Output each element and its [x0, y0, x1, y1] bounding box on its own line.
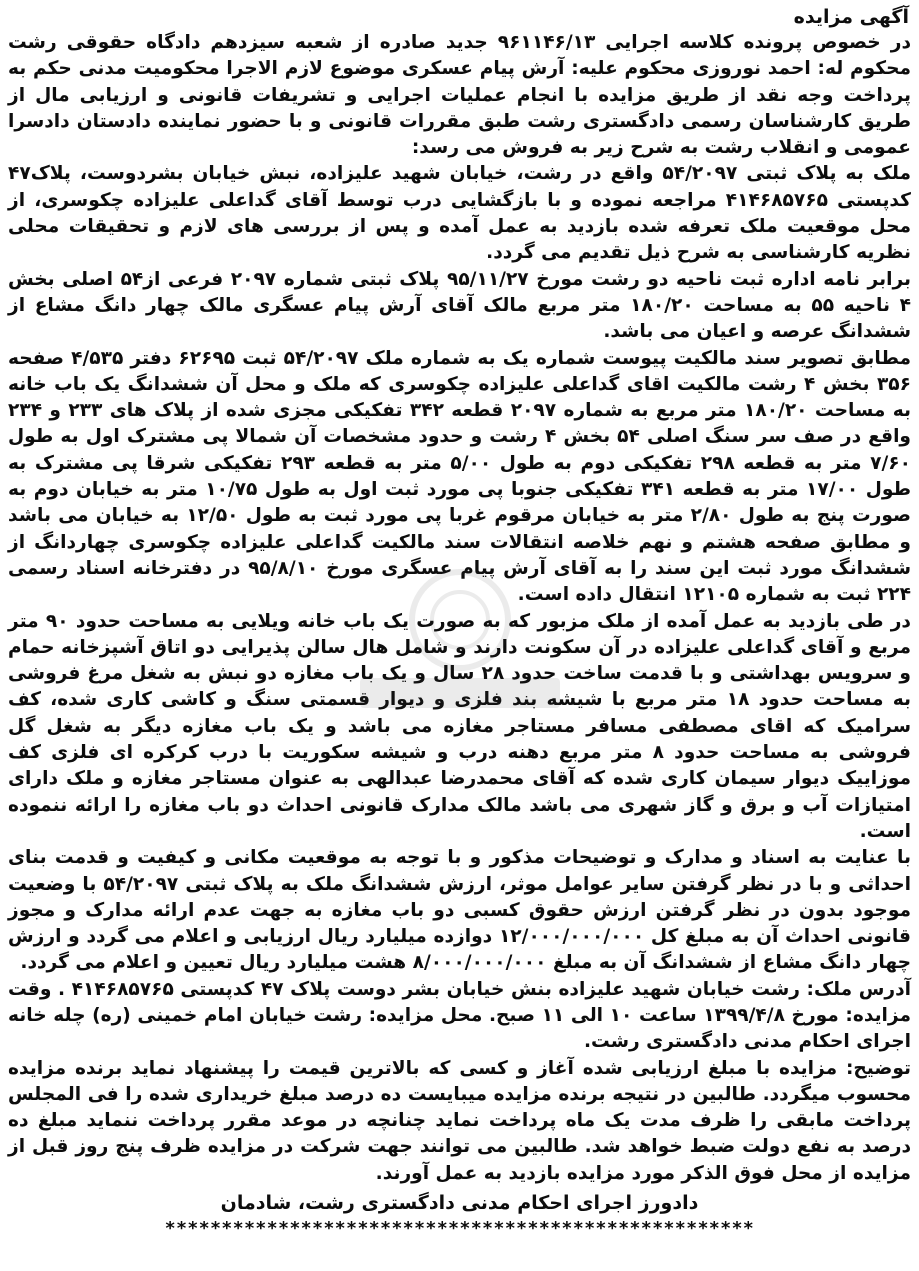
star-separator: **************************************************** — [164, 1218, 755, 1240]
paragraph-explanation: توضیح: مزایده با مبلغ ارزیابی شده آغاز و کسی که بالاترین قیمت را پیشنهاد نماید برنده مزایده محسوب میگردد. طالبین در نتیجه برنده مزایده میبایست ده درصد مبلغ خریداری شده را فی المجلس پرداخت مابقی را ظرف مدت یک ماه پرداخت نماید چنانچه در موعد مقرر پرداخت ننماید مبلغ ده درصد به نفع دولت ضبط خواهد شد. طالبین می توانند جهت شرکت در مزایده ظرف پنج روز قبل از مزایده از محل فوق الذکر مورد مزایده بازدید به عمل آورند. — [8, 1057, 911, 1184]
signature-line: دادورز اجرای احکام مدنی دادگستری رشت، شادمان — [220, 1192, 699, 1215]
paragraph-deed-details: مطابق تصویر سند مالکیت پیوست شماره یک به شماره ملک ۵۴/۲۰۹۷ ثبت ۶۲۶۹۵ دفتر ۴/۵۳۵ صفحه ۳۵۶ بخش ۴ رشت مالکیت اقای گداعلی علیزاده چکوسری که ملک و محل آن ششدانگ یک باب خانه به مساحت ۱۸۰/۲۰ متر مربع به شماره ۲۰۹۷ قطعه ۳۴۲ تفکیکی مجزی شده از پلاک های ۲۳۳ و ۲۳۴ واقع در صف سر سنگ اصلی ۵۴ بخش ۴ رشت و حدود مشخصات آن شمالا پی مشترک اول به طول ۷/۶۰ متر به قطعه ۲۹۸ تفکیکی دوم به طول ۵/۰۰ متر به قطعه ۲۹۳ تفکیکی شرقا پی مشترک به طول ۱۷/۰۰ متر به قطعه ۳۴۱ تفکیکی جنوبا پی مورد ثبت اول به طول ۱۰/۷۵ متر به خیابان دوم به صورت پنج به طول ۲/۸۰ متر به خیابان مرقوم غربا پی مورد ثبت به طول ۱۲/۵۰ به خیابان می باشد و مطابق صفحه هشتم و نهم خلاصه انتقالات سند مالکیت گداعلی علیزاده چکوسری چهاردانگ از ششدانگ مورد ثبت این سند را به آقای آرش پیام عسگری مورخ ۹۵/۸/۱۰ در دفترخانه اسناد رسمی ۲۲۴ ثبت به شماره ۱۲۱۰۵ انتقال داده است. — [8, 347, 912, 606]
paragraph-registry-letter: برابر نامه اداره ثبت ناحیه دو رشت مورخ ۹۵/۱۱/۲۷ پلاک ثبتی شماره ۲۰۹۷ فرعی از۵۴ اصلی بخش ۴ ناحیه ۵۵ به مساحت ۱۸۰/۲۰ متر مربع مالک آقای آرش پیام عسگری مالک چهار دانگ مشاع از ششدانگ عرصه و اعیان می باشد. — [8, 268, 911, 343]
paragraph-case-intro: در خصوص پرونده کلاسه اجرایی ۹۶۱۱۴۶/۱۳ جدید صادره از شعبه سیزدهم دادگاه حقوقی رشت محکوم له: احمد نوروزی محکوم علیه: آرش پیام عسکری موضوع لازم الاجرا محکومیت مدنی حکم به پرداخت وجه نقد از طریق مزایده با انجام عملیات اجرایی و تشریفات قانونی و ارزیابی مال از طریق کارشناسان رسمی دادگستری رشت طبق مقررات قانونی و با حضور نماینده دادستان دادسرا عمومی و انقلاب رشت به شرح زیر به فروش می رسد: — [8, 32, 911, 159]
paragraph-property-visit: ملک به پلاک ثبتی ۵۴/۲۰۹۷ واقع در رشت، خیابان شهید علیزاده، نبش خیابان بشردوست، پلاک۴۷ کدپستی ۴۱۴۶۸۵۷۶۵ مراجعه نموده و با بازگشایی درب توسط آقای گداعلی علیزاده چکوسری، از محل موقعیت ملک تعرفه شده بازدید به عمل آمده و پس از بررسی های لازم و تحقیقات محلی نظریه کارشناسی به شرح ذیل تقدیم می گردد. — [8, 163, 911, 264]
notice-body — [8, 30, 911, 1187]
paragraph-address-time: آدرس ملک: رشت خیابان شهید علیزاده بنش خیابان بشر دوست پلاک ۴۷ کدپستی ۴۱۴۶۸۵۷۶۵ . وقت مزایده: مورخ ۱۳۹۹/۴/۸ ساعت ۱۰ الی ۱۱ صبح. محل مزایده: رشت خیابان امام خمینی (ره) چله خانه اجرای احکام مدنی دادگستری رشت. — [8, 978, 912, 1053]
notice-title: آگهی مزایده — [793, 6, 909, 28]
paragraph-inspection: در طی بازدید به عمل آمده از ملک مزبور که به صورت یک باب خانه ویلایی به مساحت حدود ۹۰ متر مربع و آقای گداعلی علیزاده در آن سکونت دارند و شامل هال سالن پذیرایی دو اتاق آشپزخانه حمام و سرویس بهداشتی و با قدمت ساخت حدود ۲۸ سال و یک باب مغازه دو نبش به شغل مرغ فروشی به مساحت حدود ۱۸ متر مربع با شیشه بند فلزی و دیوار قسمتی سنگ و کاشی کاری شده، کف سرامیک که اقای مصطفی مسافر مستاجر مغازه می باشد و یک باب مغازه دیگر به شغل گل فروشی به مساحت حدود ۸ متر مربع دهنه درب و شیشه سکوریت با درب کرکره ای فلزی کف موزاییک دیوار سیمان کاری شده که آقای محمدرضا عبدالهی به عنوان مستاجر مغازه و ملک دارای امتیازات آب و برق و گاز شهری می باشد مالک مدارک قانونی احداث دو باب مغازه را ارائه ننموده است. — [8, 610, 911, 842]
paragraph-valuation: با عنایت به اسناد و مدارک و توضیحات مذکور و با توجه به موقعیت مکانی و کیفیت و قدمت بنای احداثی و با در نظر گرفتن سایر عوامل موثر، ارزش ششدانگ ملک به پلاک ثبتی ۵۴/۲۰۹۷ با وضعیت موجود بدون در نظر گرفتن ارزش حقوق کسبی دو باب مغازه به جهت عدم ارائه مدارک و مجوز قانونی احداث آن به مبلغ کل ۱۲/۰۰۰/۰۰۰/۰۰۰ دوازده میلیارد ریال ارزیابی و اعلام می گردد و ارزش چهار دانگ مشاع از ششدانگ آن به مبلغ ۸/۰۰۰/۰۰۰/۰۰۰ هشت میلیارد ریال تعیین و اعلام می گردد. — [8, 847, 911, 974]
